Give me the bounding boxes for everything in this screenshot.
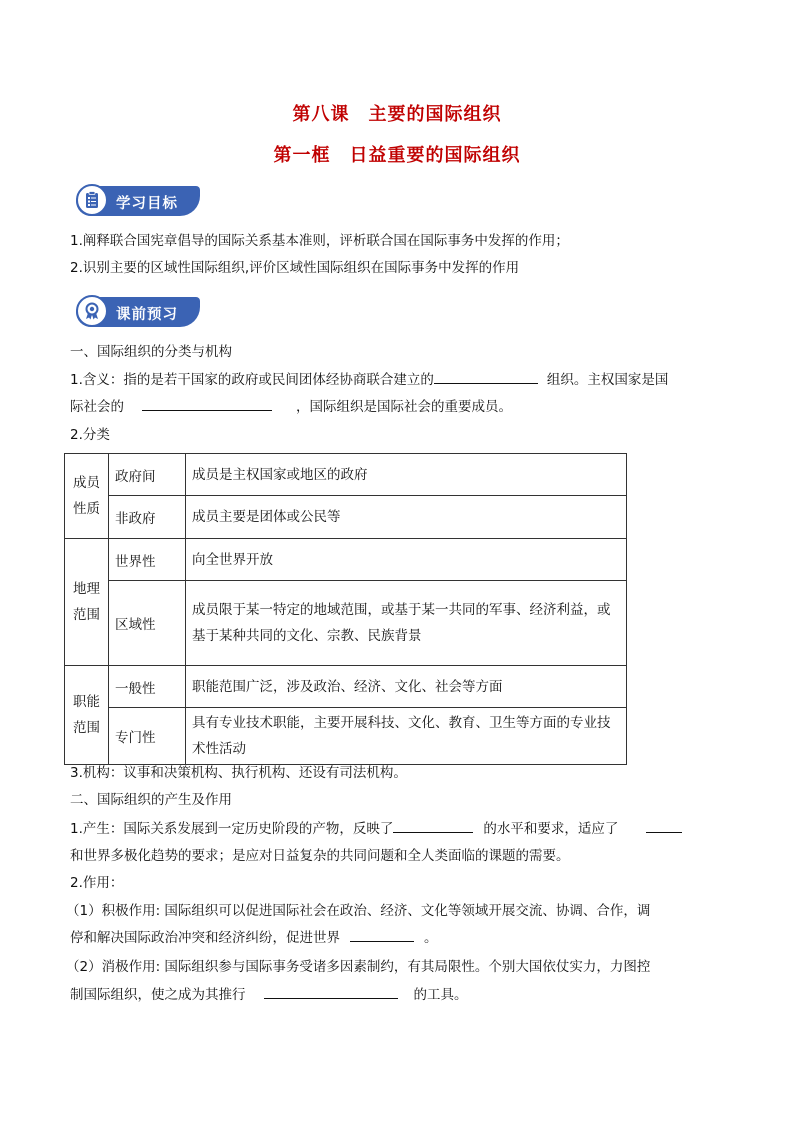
section-subtitle: 第一框 日益重要的国际组织 — [273, 145, 521, 166]
positive-role-line-1: （1）积极作用: 国际组织可以促进国际社会在政治、经济、文化等领域开展交流、协调、合作，调 — [66, 903, 651, 919]
fill-blank[interactable] — [434, 369, 538, 384]
goals-badge — [76, 186, 200, 216]
subtype-cell: 非政府 — [109, 496, 186, 539]
subtype-cell: 世界性 — [109, 539, 186, 581]
negative-role-line-1: （2）消极作用: 国际组织参与国际事务受诸多因素制约，有其局限性。个别大国依仗实力，力图控 — [66, 959, 651, 975]
table-row — [65, 496, 627, 539]
definition-line-2 — [70, 396, 730, 417]
subtype-cell: 区域性 — [109, 581, 186, 666]
table-row — [65, 708, 627, 765]
origin-text: 1.产生：国际关系发展到一定历史阶段的产物，反映了 — [70, 821, 394, 837]
table-row — [65, 581, 627, 666]
goal-item: 1.阐释联合国宪章倡导的国际关系基本准则，评析联合国在国际事务中发挥的作用； — [70, 233, 569, 249]
definition-line-1 — [70, 369, 730, 390]
negative-role-line-2 — [70, 984, 730, 1005]
classify-heading: 2.分类 — [70, 427, 110, 443]
definition-text: 组织。主权国家是国 — [546, 372, 669, 388]
positive-role-text: 停和解决国际政治冲突和经济纠纷，促进世界 — [70, 930, 340, 946]
institutions-line: 3.机构：议事和决策机构、执行机构、还设有司法机构。 — [70, 765, 407, 781]
preview-badge — [76, 297, 200, 327]
description-cell: 职能范围广泛，涉及政治、经济、文化、社会等方面 — [186, 666, 627, 708]
table-row — [65, 454, 627, 496]
category-cell: 成员性质 — [65, 454, 109, 539]
negative-role-text: 制国际组织，使之成为其推行 — [70, 987, 246, 1003]
goals-badge-label: 学习目标 — [116, 196, 178, 212]
table-row — [65, 539, 627, 581]
positive-role-end: 。 — [424, 930, 438, 946]
subtype-cell: 一般性 — [109, 666, 186, 708]
fill-blank[interactable] — [264, 984, 398, 999]
section-heading: 一、国际组织的分类与机构 — [70, 344, 232, 360]
description-cell: 成员主要是团体或公民等 — [186, 496, 627, 539]
section-heading: 二、国际组织的产生及作用 — [70, 792, 232, 808]
table-row — [65, 666, 627, 708]
description-cell: 具有专业技术职能，主要开展科技、文化、教育、卫生等方面的专业技术性活动 — [186, 708, 627, 765]
fill-blank[interactable] — [646, 818, 682, 833]
origin-line-2: 和世界多极化趋势的要求；是应对日益复杂的共同问题和全人类面临的课题的需要。 — [70, 848, 570, 864]
subtype-cell: 政府间 — [109, 454, 186, 496]
definition-text: 1.含义：指的是若干国家的政府或民间团体经协商联合建立的 — [70, 372, 434, 388]
classification-table — [64, 453, 627, 765]
description-cell: 向全世界开放 — [186, 539, 627, 581]
positive-role-line-2 — [70, 927, 730, 948]
description-cell: 成员是主权国家或地区的政府 — [186, 454, 627, 496]
origin-text: 的水平和要求，适应了 — [483, 821, 619, 837]
fill-blank[interactable] — [393, 818, 473, 833]
fill-blank[interactable] — [350, 927, 414, 942]
category-cell: 地理范围 — [65, 539, 109, 666]
fill-blank[interactable] — [142, 396, 272, 411]
definition-text: 际社会的 — [70, 399, 124, 415]
category-cell: 职能范围 — [65, 666, 109, 765]
subtype-cell: 专门性 — [109, 708, 186, 765]
lesson-title: 第八课 主要的国际组织 — [292, 104, 502, 125]
definition-text: ，国际组织是国际社会的重要成员。 — [296, 399, 512, 415]
preview-badge-label: 课前预习 — [116, 307, 178, 323]
negative-role-end: 的工具。 — [413, 987, 468, 1003]
clipboard-icon — [76, 184, 108, 216]
goal-item: 2.识别主要的区域性国际组织,评价区域性国际组织在国际事务中发挥的作用 — [70, 260, 520, 276]
role-heading: 2.作用： — [70, 875, 124, 891]
description-cell: 成员限于某一特定的地域范围，或基于某一共同的军事、经济利益，或基于某种共同的文化、宗教、民族背景 — [186, 581, 627, 666]
origin-line-1 — [70, 818, 730, 839]
medal-icon — [76, 295, 108, 327]
